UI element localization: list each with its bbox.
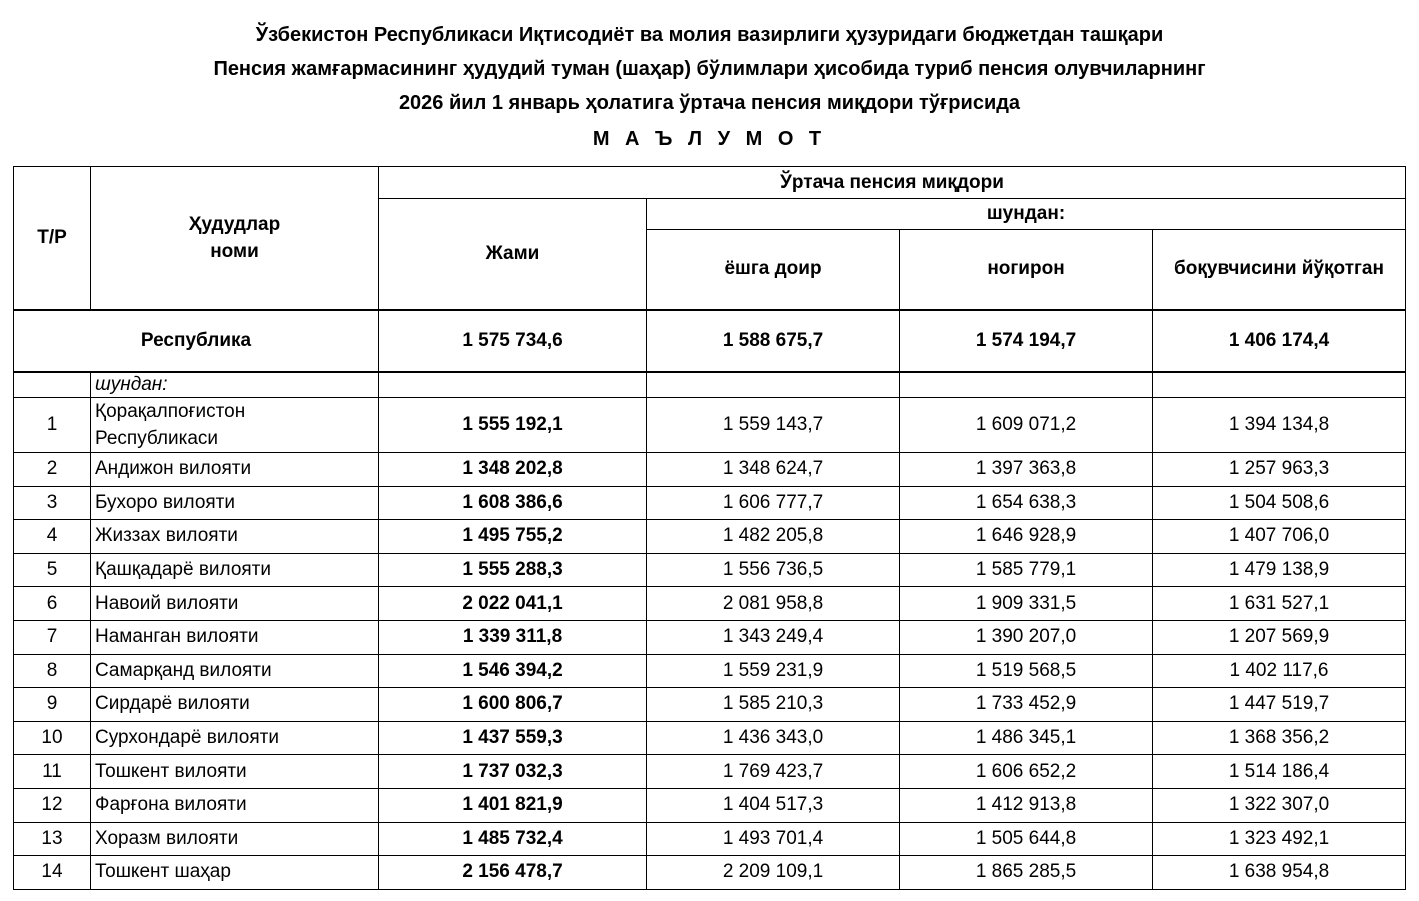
value-age: 1 556 736,5 [647,553,900,587]
of-which-empty [647,372,900,398]
header-avg-pension: Ўртача пенсия миқдори [379,167,1406,199]
value-disability: 1 585 779,1 [900,553,1153,587]
value-total: 1 495 755,2 [379,520,647,554]
table-row [14,587,1406,621]
value-total: 1 555 288,3 [379,553,647,587]
value-total: 1 555 192,1 [379,398,647,453]
value-total: 1 546 394,2 [379,654,647,688]
value-disability: 1 646 928,9 [900,520,1153,554]
value-age: 1 559 231,9 [647,654,900,688]
value-age: 1 559 143,7 [647,398,900,453]
value-disability: 1 505 644,8 [900,822,1153,856]
value-survivor: 1 514 186,4 [1153,755,1406,789]
value-survivor: 1 447 519,7 [1153,688,1406,722]
row-number: 12 [14,788,91,822]
value-survivor: 1 322 307,0 [1153,788,1406,822]
value-age: 1 348 624,7 [647,453,900,487]
value-survivor: 1 368 356,2 [1153,721,1406,755]
region-name: Андижон вилояти [91,453,379,487]
region-name: Тошкент вилояти [91,755,379,789]
value-disability: 1 909 331,5 [900,587,1153,621]
header-total: Жами [379,199,647,310]
region-name-line2: Республикаси [95,428,219,449]
region-name: Хоразм вилояти [91,822,379,856]
table-row [14,856,1406,890]
table-row [14,398,1406,453]
table-row [14,822,1406,856]
of-which-empty [900,372,1153,398]
table-row [14,721,1406,755]
value-age: 1 404 517,3 [647,788,900,822]
value-disability: 1 606 652,2 [900,755,1153,789]
row-number: 5 [14,553,91,587]
table-row [14,486,1406,520]
value-total: 1 485 732,4 [379,822,647,856]
value-total: 1 608 386,6 [379,486,647,520]
header-disability: ногирон [900,230,1153,310]
table-row [14,520,1406,554]
of-which-empty [1153,372,1406,398]
region-name: Наманган вилояти [91,620,379,654]
region-name: Бухоро вилояти [91,486,379,520]
value-disability: 1 486 345,1 [900,721,1153,755]
value-age: 1 493 701,4 [647,822,900,856]
value-disability: 1 733 452,9 [900,688,1153,722]
row-number: 14 [14,856,91,890]
document-title [0,18,1419,156]
pension-table [13,166,1406,890]
value-total: 2 156 478,7 [379,856,647,890]
table-row [14,654,1406,688]
value-disability: 1 412 913,8 [900,788,1153,822]
value-total: 1 348 202,8 [379,453,647,487]
header-of-which: шундан: [647,199,1406,230]
region-name: Тошкент шаҳар [91,856,379,890]
table-row [14,788,1406,822]
row-number: 11 [14,755,91,789]
value-survivor: 1 394 134,8 [1153,398,1406,453]
header-region [91,167,379,310]
row-number: 10 [14,721,91,755]
value-survivor: 1 402 117,6 [1153,654,1406,688]
value-age: 1 343 249,4 [647,620,900,654]
table-row [14,755,1406,789]
table-row [14,688,1406,722]
region-name: Самарқанд вилояти [91,654,379,688]
value-survivor: 1 257 963,3 [1153,453,1406,487]
value-disability: 1 609 071,2 [900,398,1153,453]
value-survivor: 1 323 492,1 [1153,822,1406,856]
of-which-empty [379,372,647,398]
value-total: 1 437 559,3 [379,721,647,755]
title-line-2: Пенсия жамғармасининг ҳудудий туман (шаҳар) бўлимлари ҳисобида туриб пенсия олувчиларнинг [213,58,1206,80]
title-line-3: 2026 йил 1 январь ҳолатига ўртача пенсия миқдори тўғрисида [398,92,1021,114]
row-number: 2 [14,453,91,487]
value-survivor: 1 479 138,9 [1153,553,1406,587]
table-row [14,620,1406,654]
value-total: 1 737 032,3 [379,755,647,789]
value-age: 2 209 109,1 [647,856,900,890]
title-line-4: М А Ъ Л У М О Т [592,128,827,150]
row-number: 8 [14,654,91,688]
value-disability: 1 865 285,5 [900,856,1153,890]
region-name: Сурхондарё вилояти [91,721,379,755]
row-number: 3 [14,486,91,520]
header-age: ёшга доир [647,230,900,310]
value-survivor: 1 407 706,0 [1153,520,1406,554]
value-total: 1 401 821,9 [379,788,647,822]
header-region-line1: Ҳудудлар [188,213,281,235]
header-tr: Т/Р [14,167,91,310]
region-name: Қашқадарё вилояти [91,553,379,587]
value-total: 1 600 806,7 [379,688,647,722]
region-name: Фарғона вилояти [91,788,379,822]
republic-label: Республика [14,310,379,372]
value-survivor: 1 207 569,9 [1153,620,1406,654]
header-region-line2: номи [210,240,259,262]
region-name: Жиззах вилояти [91,520,379,554]
value-survivor: 1 638 954,8 [1153,856,1406,890]
republic-survivor: 1 406 174,4 [1153,310,1406,372]
row-number: 9 [14,688,91,722]
value-survivor: 1 631 527,1 [1153,587,1406,621]
republic-row [14,310,1406,372]
value-disability: 1 397 363,8 [900,453,1153,487]
row-number: 7 [14,620,91,654]
value-age: 1 606 777,7 [647,486,900,520]
republic-disability: 1 574 194,7 [900,310,1153,372]
row-number: 6 [14,587,91,621]
table-row [14,553,1406,587]
of-which-row [14,372,1406,398]
republic-age: 1 588 675,7 [647,310,900,372]
region-name [91,398,379,453]
of-which-label: шундан: [91,372,379,398]
value-total: 1 339 311,8 [379,620,647,654]
value-age: 2 081 958,8 [647,587,900,621]
value-age: 1 482 205,8 [647,520,900,554]
value-disability: 1 519 568,5 [900,654,1153,688]
header-survivor: боқувчисини йўқотган [1153,230,1406,310]
value-age: 1 436 343,0 [647,721,900,755]
of-which-empty [14,372,91,398]
value-age: 1 769 423,7 [647,755,900,789]
region-name: Навоий вилояти [91,587,379,621]
title-line-1: Ўзбекистон Республикаси Иқтисодиёт ва молия вазирлиги ҳузуридаги бюджетдан ташқари [255,24,1164,46]
table-row [14,453,1406,487]
region-name-line1: Қорақалпоғистон [95,401,246,422]
value-age: 1 585 210,3 [647,688,900,722]
value-total: 2 022 041,1 [379,587,647,621]
row-number: 13 [14,822,91,856]
value-survivor: 1 504 508,6 [1153,486,1406,520]
row-number: 4 [14,520,91,554]
region-name: Сирдарё вилояти [91,688,379,722]
value-disability: 1 390 207,0 [900,620,1153,654]
value-disability: 1 654 638,3 [900,486,1153,520]
republic-total: 1 575 734,6 [379,310,647,372]
row-number: 1 [14,398,91,453]
